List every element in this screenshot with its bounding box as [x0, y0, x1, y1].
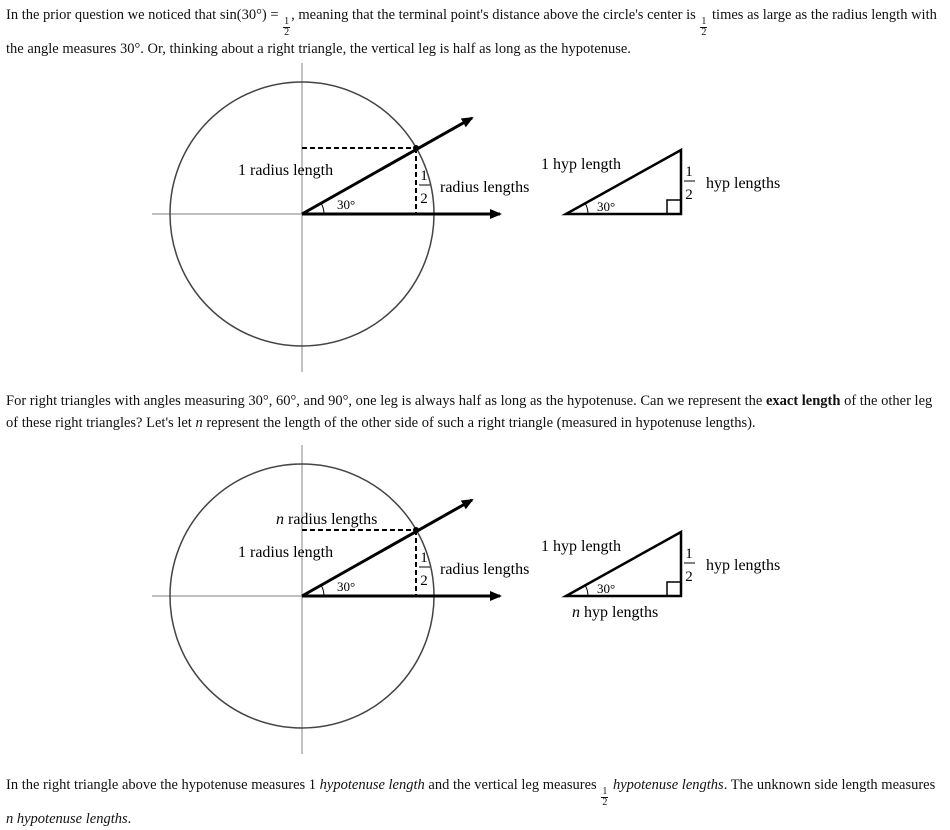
hypotenuse-lengths-italic: hypotenuse lengths	[612, 777, 724, 793]
triangle-hyp-label: 1 hyp length	[541, 156, 621, 173]
terminal-point	[413, 527, 419, 533]
leg-fraction-numerator: 1	[420, 168, 428, 184]
leg-fraction-denominator: 2	[420, 573, 428, 589]
question-text-c: represent the length of the other side of such a right triangle (measured in hypotenuse lengths).	[202, 415, 756, 431]
triangle-angle-label: 30°	[597, 581, 616, 596]
angle-label: 30°	[337, 197, 356, 212]
summary-text-a: In the right triangle above the hypotenuse measures 1	[6, 777, 320, 793]
triangle-hyp-label: 1 hyp length	[541, 538, 621, 555]
leg-units-label: radius lengths	[440, 561, 530, 578]
variable-n: n	[195, 415, 203, 431]
leg-fraction-numerator: 1	[420, 550, 428, 566]
unit-circle-figure-2	[0, 382, 950, 762]
summary-text-d: .	[127, 810, 132, 827]
terminal-point	[413, 145, 419, 151]
triangle-leg-numerator: 1	[685, 546, 693, 562]
hypotenuse-length-italic: hypotenuse length	[319, 777, 425, 793]
triangle-base-label: n hyp lengths	[572, 604, 659, 621]
leg-units-label: radius lengths	[440, 179, 530, 196]
right-angle-mark	[667, 582, 681, 596]
radius-label: 1 radius length	[238, 162, 334, 179]
triangle-leg-units: hyp lengths	[706, 175, 781, 192]
sine-expression: sin(30°) =	[219, 7, 283, 23]
question-text-a: For right triangles with angles measuring 30°, 60°, and 90°, one leg is always half as long as the hypotenuse. Can we represent the	[6, 393, 766, 409]
triangle-angle-arc	[585, 585, 588, 596]
radius-label: 1 radius length	[238, 544, 334, 561]
summary-paragraph	[6, 774, 946, 830]
one-half-fraction: $\frac{1}{2}$	[602, 785, 608, 808]
intro-text-b: , meaning that the terminal point's distance above the circle's center is	[291, 7, 700, 23]
summary-text-c: . The unknown side length measures	[723, 777, 936, 793]
triangle-angle-label: 30°	[597, 199, 616, 214]
question-text-b: of the other leg of these right triangles? Let's let	[6, 393, 933, 431]
n-radius-label: n radius lengths	[276, 511, 378, 528]
right-angle-mark	[667, 200, 681, 214]
variable-n: n	[6, 810, 14, 827]
summary-text-b: and the vertical leg measures	[424, 777, 601, 793]
unit-circle-figure-1	[0, 0, 950, 380]
intro-text-a: In the prior question we noticed that	[6, 7, 220, 23]
hypotenuse-lengths-italic: hypotenuse lengths	[16, 810, 128, 827]
exact-length-bold: exact length	[765, 393, 841, 409]
angle-label: 30°	[337, 579, 356, 594]
angle-arc	[321, 585, 324, 596]
intro-text-c: times as large as the radius length with the angle measures 30°. Or, thinking about a right triangle, the vertical leg is half as long as the hypotenuse.	[6, 7, 937, 57]
angle-arc	[321, 203, 324, 214]
triangle-leg-numerator: 1	[685, 164, 693, 180]
triangle-leg-units: hyp lengths	[706, 557, 781, 574]
triangle-angle-arc	[585, 203, 588, 214]
one-half-fraction: $\frac{1}{2}$	[284, 15, 290, 38]
triangle-leg-denominator: 2	[685, 187, 693, 203]
leg-fraction-denominator: 2	[420, 191, 428, 207]
triangle-leg-denominator: 2	[685, 569, 693, 585]
one-half-fraction: $\frac{1}{2}$	[701, 15, 707, 38]
